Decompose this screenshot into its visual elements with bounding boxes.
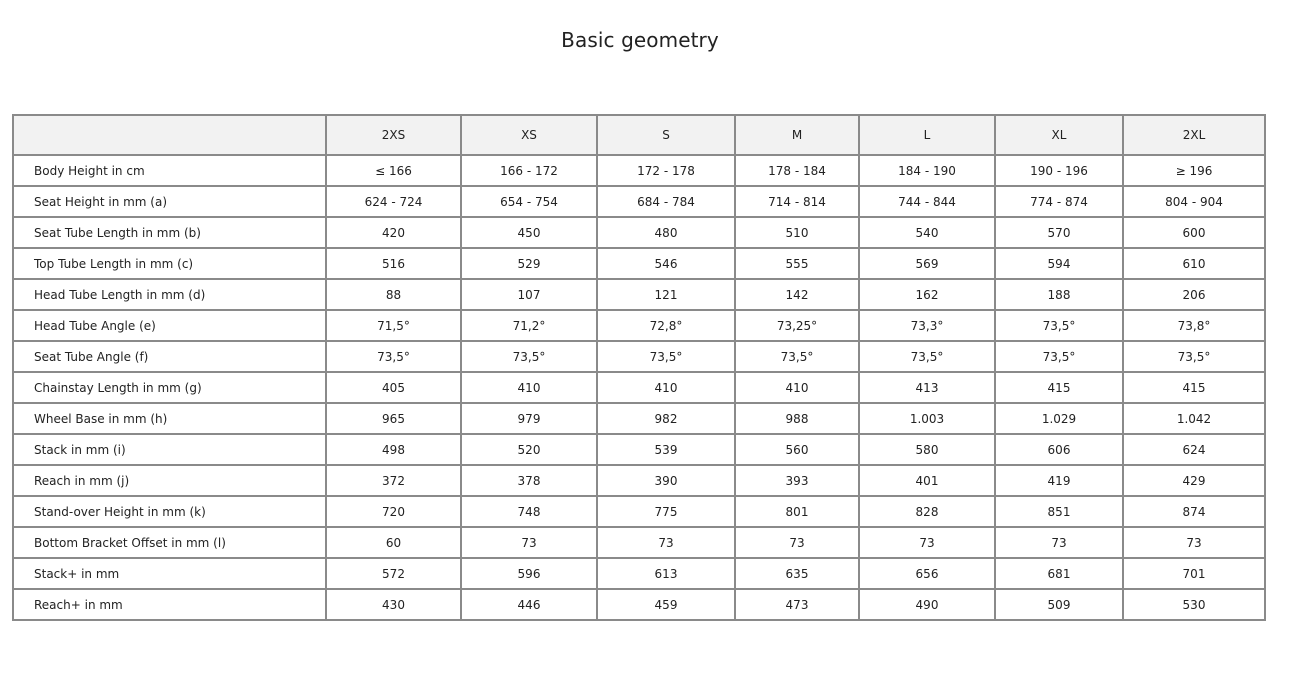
table-cell: 874 (1123, 496, 1265, 527)
geometry-table-container (12, 114, 1266, 621)
table-row (13, 372, 1265, 403)
table-cell: 596 (461, 558, 597, 589)
table-row (13, 248, 1265, 279)
table-cell: 446 (461, 589, 597, 620)
table-cell: 71,5° (326, 310, 461, 341)
table-cell: 162 (859, 279, 995, 310)
table-row (13, 558, 1265, 589)
row-label: Stack in mm (i) (13, 434, 326, 465)
size-header: 2XL (1123, 115, 1265, 155)
table-cell: 569 (859, 248, 995, 279)
table-cell: 572 (326, 558, 461, 589)
table-cell: 635 (735, 558, 859, 589)
table-cell: 613 (597, 558, 735, 589)
table-cell: 459 (597, 589, 735, 620)
row-label: Top Tube Length in mm (c) (13, 248, 326, 279)
table-row (13, 589, 1265, 620)
table-cell: 413 (859, 372, 995, 403)
table-cell: 73,25° (735, 310, 859, 341)
table-cell: 1.029 (995, 403, 1123, 434)
table-row (13, 341, 1265, 372)
table-cell: 142 (735, 279, 859, 310)
table-cell: 73 (461, 527, 597, 558)
table-cell: 851 (995, 496, 1123, 527)
row-label: Seat Tube Angle (f) (13, 341, 326, 372)
table-cell: 184 - 190 (859, 155, 995, 186)
row-label: Stand-over Height in mm (k) (13, 496, 326, 527)
table-cell: 73,5° (1123, 341, 1265, 372)
row-label: Bottom Bracket Offset in mm (l) (13, 527, 326, 558)
table-cell: 714 - 814 (735, 186, 859, 217)
table-cell: 73,5° (326, 341, 461, 372)
table-row (13, 403, 1265, 434)
table-cell: 490 (859, 589, 995, 620)
table-row (13, 434, 1265, 465)
table-cell: 429 (1123, 465, 1265, 496)
table-cell: 73 (1123, 527, 1265, 558)
table-cell: 539 (597, 434, 735, 465)
table-cell: 73,5° (859, 341, 995, 372)
table-cell: ≤ 166 (326, 155, 461, 186)
table-row (13, 465, 1265, 496)
table-cell: 965 (326, 403, 461, 434)
table-cell: 988 (735, 403, 859, 434)
table-cell: 73 (995, 527, 1123, 558)
row-label: Chainstay Length in mm (g) (13, 372, 326, 403)
table-cell: 372 (326, 465, 461, 496)
table-cell: 73,5° (597, 341, 735, 372)
table-cell: ≥ 196 (1123, 155, 1265, 186)
table-cell: 1.042 (1123, 403, 1265, 434)
table-cell: 73 (859, 527, 995, 558)
table-cell: 415 (1123, 372, 1265, 403)
size-header: 2XS (326, 115, 461, 155)
table-row (13, 527, 1265, 558)
table-cell: 73,5° (995, 310, 1123, 341)
table-cell: 509 (995, 589, 1123, 620)
table-cell: 73,3° (859, 310, 995, 341)
table-cell: 520 (461, 434, 597, 465)
geometry-table (12, 114, 1266, 621)
size-header: XL (995, 115, 1123, 155)
table-cell: 979 (461, 403, 597, 434)
table-cell: 190 - 196 (995, 155, 1123, 186)
table-cell: 206 (1123, 279, 1265, 310)
table-cell: 401 (859, 465, 995, 496)
table-cell: 624 (1123, 434, 1265, 465)
row-label: Head Tube Angle (e) (13, 310, 326, 341)
table-cell: 73,5° (995, 341, 1123, 372)
table-cell: 546 (597, 248, 735, 279)
table-cell: 594 (995, 248, 1123, 279)
table-cell: 72,8° (597, 310, 735, 341)
table-cell: 390 (597, 465, 735, 496)
table-cell: 654 - 754 (461, 186, 597, 217)
row-label: Reach+ in mm (13, 589, 326, 620)
table-cell: 529 (461, 248, 597, 279)
table-cell: 410 (461, 372, 597, 403)
table-cell: 982 (597, 403, 735, 434)
table-cell: 684 - 784 (597, 186, 735, 217)
table-cell: 540 (859, 217, 995, 248)
table-cell: 480 (597, 217, 735, 248)
table-cell: 600 (1123, 217, 1265, 248)
table-cell: 775 (597, 496, 735, 527)
table-cell: 420 (326, 217, 461, 248)
table-cell: 681 (995, 558, 1123, 589)
table-row (13, 217, 1265, 248)
table-cell: 73 (597, 527, 735, 558)
table-cell: 73 (735, 527, 859, 558)
table-cell: 121 (597, 279, 735, 310)
page-title: Basic geometry (561, 28, 719, 52)
table-cell: 801 (735, 496, 859, 527)
table-cell: 1.003 (859, 403, 995, 434)
header-row (13, 115, 1265, 155)
table-cell: 60 (326, 527, 461, 558)
table-cell: 393 (735, 465, 859, 496)
table-row (13, 186, 1265, 217)
table-cell: 178 - 184 (735, 155, 859, 186)
table-cell: 624 - 724 (326, 186, 461, 217)
header-corner-cell (13, 115, 326, 155)
table-cell: 828 (859, 496, 995, 527)
table-cell: 166 - 172 (461, 155, 597, 186)
size-header: S (597, 115, 735, 155)
table-cell: 410 (597, 372, 735, 403)
size-header: XS (461, 115, 597, 155)
table-cell: 415 (995, 372, 1123, 403)
table-cell: 744 - 844 (859, 186, 995, 217)
row-label: Seat Tube Length in mm (b) (13, 217, 326, 248)
table-cell: 430 (326, 589, 461, 620)
table-cell: 71,2° (461, 310, 597, 341)
table-cell: 606 (995, 434, 1123, 465)
table-cell: 701 (1123, 558, 1265, 589)
row-label: Seat Height in mm (a) (13, 186, 326, 217)
table-cell: 378 (461, 465, 597, 496)
row-label: Reach in mm (j) (13, 465, 326, 496)
table-cell: 473 (735, 589, 859, 620)
table-row (13, 279, 1265, 310)
geometry-table-body (13, 155, 1265, 620)
size-header: M (735, 115, 859, 155)
table-cell: 610 (1123, 248, 1265, 279)
table-cell: 172 - 178 (597, 155, 735, 186)
table-cell: 516 (326, 248, 461, 279)
size-header: L (859, 115, 995, 155)
row-label: Body Height in cm (13, 155, 326, 186)
table-cell: 580 (859, 434, 995, 465)
table-row (13, 310, 1265, 341)
table-cell: 656 (859, 558, 995, 589)
row-label: Wheel Base in mm (h) (13, 403, 326, 434)
table-cell: 419 (995, 465, 1123, 496)
table-cell: 510 (735, 217, 859, 248)
row-label: Head Tube Length in mm (d) (13, 279, 326, 310)
table-row (13, 496, 1265, 527)
table-cell: 720 (326, 496, 461, 527)
table-cell: 530 (1123, 589, 1265, 620)
table-cell: 498 (326, 434, 461, 465)
table-cell: 88 (326, 279, 461, 310)
table-cell: 804 - 904 (1123, 186, 1265, 217)
table-cell: 570 (995, 217, 1123, 248)
table-row (13, 155, 1265, 186)
table-cell: 73,5° (461, 341, 597, 372)
table-cell: 405 (326, 372, 461, 403)
table-cell: 410 (735, 372, 859, 403)
table-cell: 73,5° (735, 341, 859, 372)
table-cell: 188 (995, 279, 1123, 310)
table-cell: 107 (461, 279, 597, 310)
table-cell: 774 - 874 (995, 186, 1123, 217)
table-cell: 748 (461, 496, 597, 527)
table-cell: 73,8° (1123, 310, 1265, 341)
row-label: Stack+ in mm (13, 558, 326, 589)
table-cell: 555 (735, 248, 859, 279)
table-cell: 450 (461, 217, 597, 248)
table-cell: 560 (735, 434, 859, 465)
